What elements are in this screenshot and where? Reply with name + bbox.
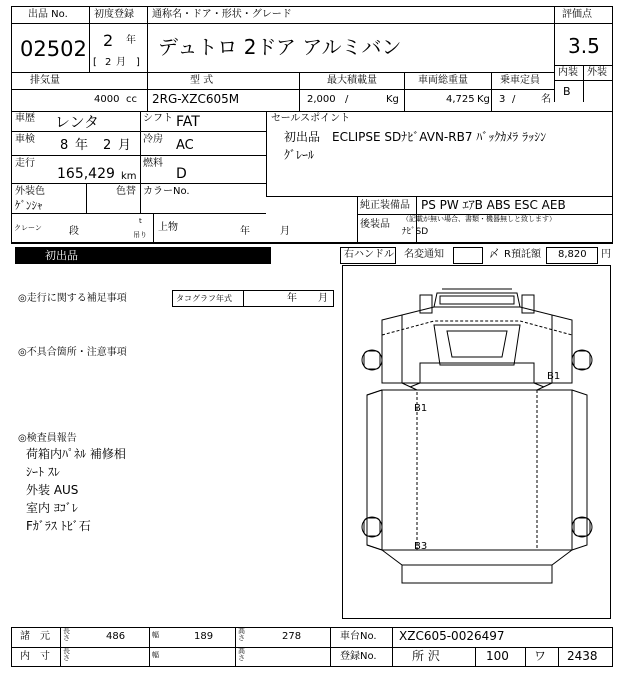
tacho-month-unit: 月: [318, 293, 328, 304]
interior-label: 内装: [558, 67, 578, 78]
max-load-value: 2,000: [307, 94, 336, 105]
reg-number: 2438: [567, 649, 598, 663]
inner-width-label: 幅: [152, 651, 159, 659]
supplement-label: ◎走行に関する補足事項: [18, 293, 127, 304]
history-value: レンタ: [55, 113, 100, 131]
capacity-unit: 名: [541, 94, 551, 105]
ac-value: AC: [176, 138, 194, 153]
crane-stage-unit: 段: [69, 226, 79, 237]
first-reg-year-unit: 年: [126, 35, 136, 46]
equipment-label: 純正装備品: [360, 200, 410, 211]
length-label: 長さ: [63, 627, 70, 643]
max-load-label: 最大積載量: [327, 75, 377, 86]
inspection-year: 8: [60, 138, 69, 153]
gross-weight-label: 車両総重量: [418, 75, 468, 86]
aftermarket-note: （記載が無い場合、書類・機器無しと致します）: [402, 215, 556, 223]
first-reg-label: 初度登録: [94, 9, 134, 20]
recycle-value: 8,820: [558, 249, 587, 260]
color-code-label: カラーNo.: [143, 186, 190, 197]
inner-height-label: 高さ: [238, 647, 245, 663]
inspector-line-2: ｼｰﾄ ｽﾚ: [26, 465, 60, 479]
ext-color-label: 外装色: [15, 186, 45, 197]
bracket-close: ]: [136, 57, 140, 68]
bed-month-unit: 月: [280, 226, 290, 237]
mileage-label: 走行: [15, 158, 35, 169]
fuel-label: 燃料: [143, 158, 163, 169]
first-reg-month-unit: 月: [116, 57, 126, 68]
inner-length-label: 長さ: [63, 647, 70, 663]
capacity-value: 3: [499, 94, 506, 105]
height-label: 高さ: [238, 627, 245, 643]
lot-no-label: 出品 No.: [28, 9, 68, 20]
capacity-slash: /: [512, 94, 516, 105]
truck-damage-diagram: [342, 265, 612, 620]
reg-class: 100: [486, 649, 509, 663]
vehicle-name: デュトロ 2ドア アルミバン: [158, 35, 402, 59]
sales-point-label: セールスポイント: [271, 113, 351, 124]
width-value: 189: [194, 631, 214, 642]
inspection-month: 2: [103, 138, 112, 153]
color-change-label: 色替: [116, 186, 136, 197]
ac-label: 冷房: [143, 134, 163, 145]
defects-label: ◎不具合箇所・注意事項: [18, 347, 127, 358]
aftermarket-value: ﾅﾋﾞSD: [402, 227, 429, 237]
sales-point-line1: 初出品 ECLIPSE SDﾅﾋﾞAVN-RB7 ﾊﾞｯｸｶﾒﾗ ﾗｯｼﾝ: [284, 130, 547, 144]
mileage-value: 165,429: [57, 166, 115, 182]
width-label: 幅: [152, 631, 159, 639]
crane-suspend-unit: 吊り: [133, 231, 147, 239]
height-value: 278: [282, 631, 302, 642]
slash-mark: 〆: [489, 249, 499, 260]
diagram-mark-b3: B3: [414, 541, 428, 552]
name-change-label: 名変通知: [404, 249, 444, 260]
score-label: 評価点: [562, 9, 592, 20]
first-reg-month: 2: [105, 57, 112, 68]
bracket-open: [: [93, 57, 97, 68]
model-value: 2RG-XZC605M: [152, 92, 240, 106]
displacement-value: 4000: [94, 94, 120, 105]
diagram-frame: [343, 266, 611, 619]
recycle-unit: 円: [601, 249, 611, 260]
displacement-unit: cc: [126, 94, 137, 105]
dims-label: 諸 元: [20, 631, 50, 642]
reg-kana: ワ: [534, 649, 547, 663]
aftermarket-label: 後装品: [360, 219, 390, 230]
exterior-label: 外装: [587, 67, 607, 78]
history-label: 車歴: [15, 113, 35, 124]
displacement-label: 排気量: [30, 75, 60, 86]
max-load-slash: /: [345, 94, 349, 105]
diagram-mark-b1-left: B1: [414, 403, 428, 414]
crane-label: クレーン: [14, 224, 42, 232]
crane-ton-unit: t: [139, 217, 142, 225]
mileage-unit: km: [121, 171, 137, 182]
inner-label: 内 寸: [20, 651, 50, 662]
name-label: 通称名・ドア・形状・グレード: [152, 9, 292, 20]
tacho-year-unit: 年: [287, 293, 297, 304]
name-change-box: [453, 247, 483, 264]
capacity-label: 乗車定員: [500, 75, 540, 86]
inspector-line-5: Fｶﾞﾗｽ ﾄﾋﾞ石: [26, 519, 91, 533]
model-label: 型 式: [190, 75, 214, 86]
bed-year-unit: 年: [240, 226, 250, 237]
score-value: 3.5: [568, 34, 600, 58]
inspector-line-4: 室内 ﾖｺﾞﾚ: [26, 501, 78, 515]
inspection-year-unit: 年: [75, 138, 89, 153]
reg-region: 所 沢: [412, 649, 440, 663]
length-value: 486: [106, 631, 126, 642]
gross-weight-unit: Kg: [477, 94, 490, 105]
inspector-line-1: 荷箱内ﾊﾟﾈﾙ 補修相: [26, 447, 126, 461]
diagram-mark-b1-right: B1: [547, 371, 561, 382]
tachograph-label: タコグラフ年式: [176, 294, 232, 303]
fuel-value: D: [176, 166, 187, 182]
shift-value: FAT: [176, 114, 200, 130]
chassis-label: 車台No.: [340, 631, 377, 642]
steering-value: 右ハンドル: [344, 249, 394, 260]
sales-point-line2: ｸﾞﾚｰﾙ: [284, 148, 315, 162]
interior-score: B: [563, 85, 571, 98]
inspector-label: ◎検査員報告: [18, 433, 77, 444]
first-reg-year: 2: [103, 31, 114, 50]
recycle-label: R預託額: [504, 249, 541, 260]
equipment-value: PS PW ｴｱB ABS ESC AEB: [421, 198, 566, 212]
max-load-unit: Kg: [386, 94, 399, 105]
lot-number: 02502: [20, 37, 87, 61]
chassis-value: XZC605-0026497: [399, 629, 505, 643]
inspector-line-3: 外装 AUS: [26, 483, 79, 497]
inspection-label: 車検: [15, 134, 35, 145]
bed-label: 上物: [158, 222, 178, 233]
gross-weight-value: 4,725: [446, 94, 475, 105]
first-listing-text: 初出品: [45, 249, 78, 262]
reg-label: 登録No.: [340, 651, 377, 662]
ext-color-value: ｹﾞﾝｼｬ: [15, 199, 43, 212]
shift-label: シフト: [143, 113, 173, 124]
inspection-month-unit: 月: [118, 138, 132, 153]
